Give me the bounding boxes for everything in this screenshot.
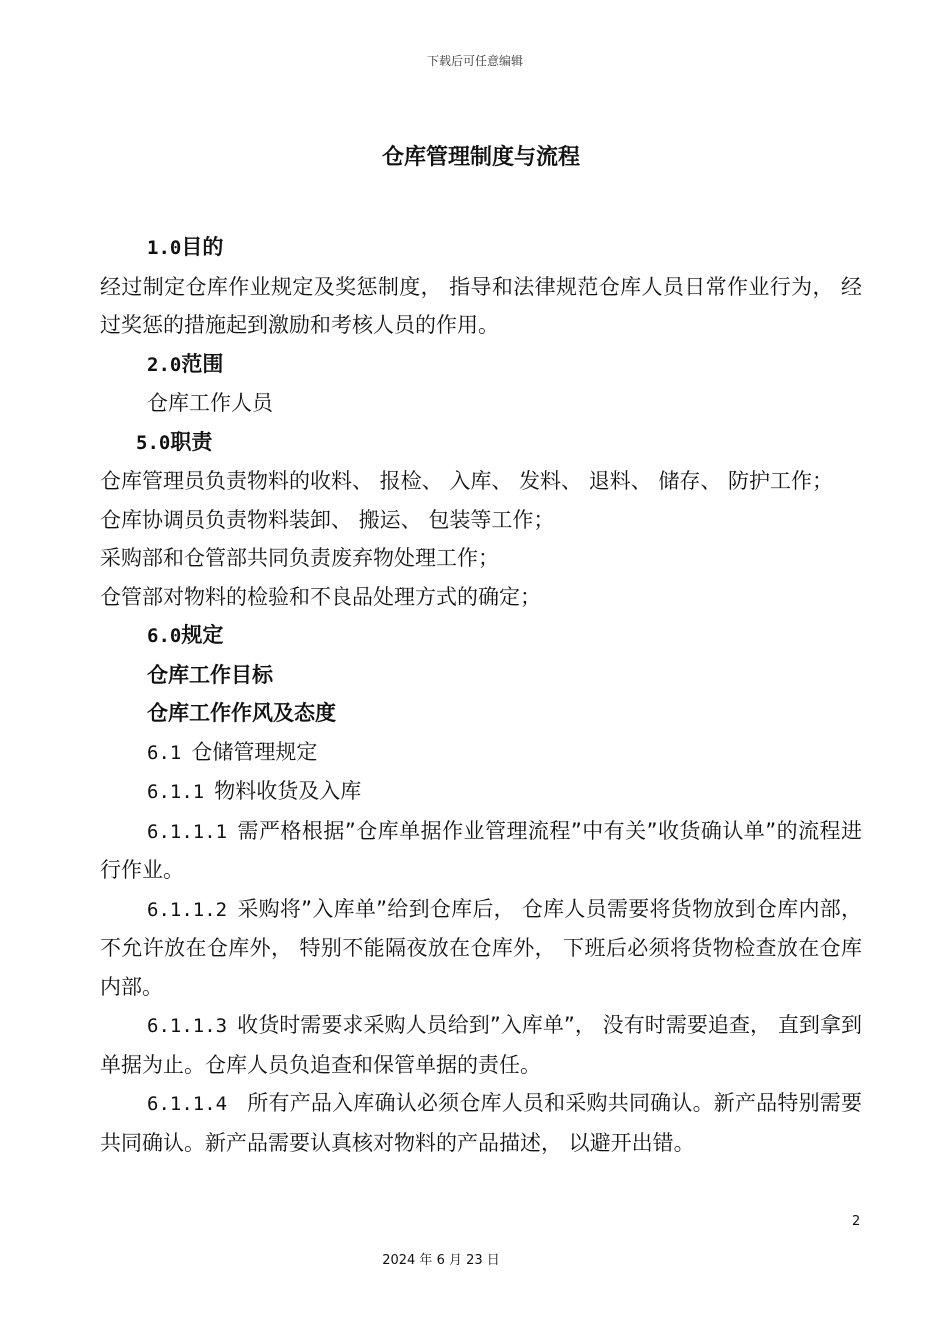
footer-date: 2024 年 6 月 23 日 bbox=[382, 1253, 500, 1268]
duty-item: 采购部和仓管部共同负责废弃物处理工作； bbox=[100, 546, 499, 570]
duty-item: 仓库协调员负责物料装卸、 搬运、 包装等工作； bbox=[100, 507, 555, 532]
clause-item: 6.1.1.1 需严格根据”仓库单据作业管理流程”中有关”收货确认单”的流程进行作业。 bbox=[100, 818, 862, 882]
subheading-work-goal: 仓库工作目标 bbox=[147, 662, 273, 687]
section-heading-rules: 6.0规定 bbox=[147, 623, 224, 647]
section-body-purpose: 经过制定仓库作业规定及奖惩制度， 指导和法律规范仓库人员日常作业行为， 经过奖惩的措施起到激励和考核人员的作用。 bbox=[100, 274, 862, 337]
clause-item: 6.1.1.2 采购将”入库单”给到仓库后， 仓库人员需要将货物放到仓库内部， 不允许放在仓库外， 特别不能隔夜放在仓库外， 下班后必须将货物检查放在仓库内部。 bbox=[100, 896, 862, 999]
clause-item: 6.1.1.4 所有产品入库确认必须仓库人员和采购共同确认。新产品特别需要共同确认。新产品需要认真核对物料的产品描述， 以避开出错。 bbox=[100, 1091, 862, 1155]
subheading-work-style: 仓库工作作风及态度 bbox=[147, 701, 336, 725]
clause-item: 6.1.1.3 收货时需要求采购人员给到”入库单”， 没有时需要追查， 直到拿到单据为止。仓库人员负追查和保管单据的责任。 bbox=[100, 1013, 862, 1077]
document-body bbox=[100, 228, 862, 1162]
clause-6-1: 6.1 仓储管理规定 bbox=[147, 739, 318, 764]
section-heading-purpose: 1.0目的 bbox=[147, 235, 224, 259]
page-number: 2 bbox=[852, 1214, 861, 1229]
section-heading-scope: 2.0范围 bbox=[147, 351, 224, 376]
section-body-scope: 仓库工作人员 bbox=[147, 391, 273, 415]
duty-item: 仓管部对物料的检验和不良品处理方式的确定； bbox=[100, 584, 541, 609]
clause-6-1-1: 6.1.1 物料收货及入库 bbox=[147, 779, 362, 803]
page-header-note: 下载后可任意编辑 bbox=[426, 54, 523, 68]
section-heading-duties: 5.0职责 bbox=[136, 429, 213, 454]
document-title: 仓库管理制度与流程 bbox=[381, 145, 580, 170]
duty-item: 仓库管理员负责物料的收料、 报检、 入库、 发料、 退料、 储存、 防护工作； bbox=[100, 469, 834, 493]
